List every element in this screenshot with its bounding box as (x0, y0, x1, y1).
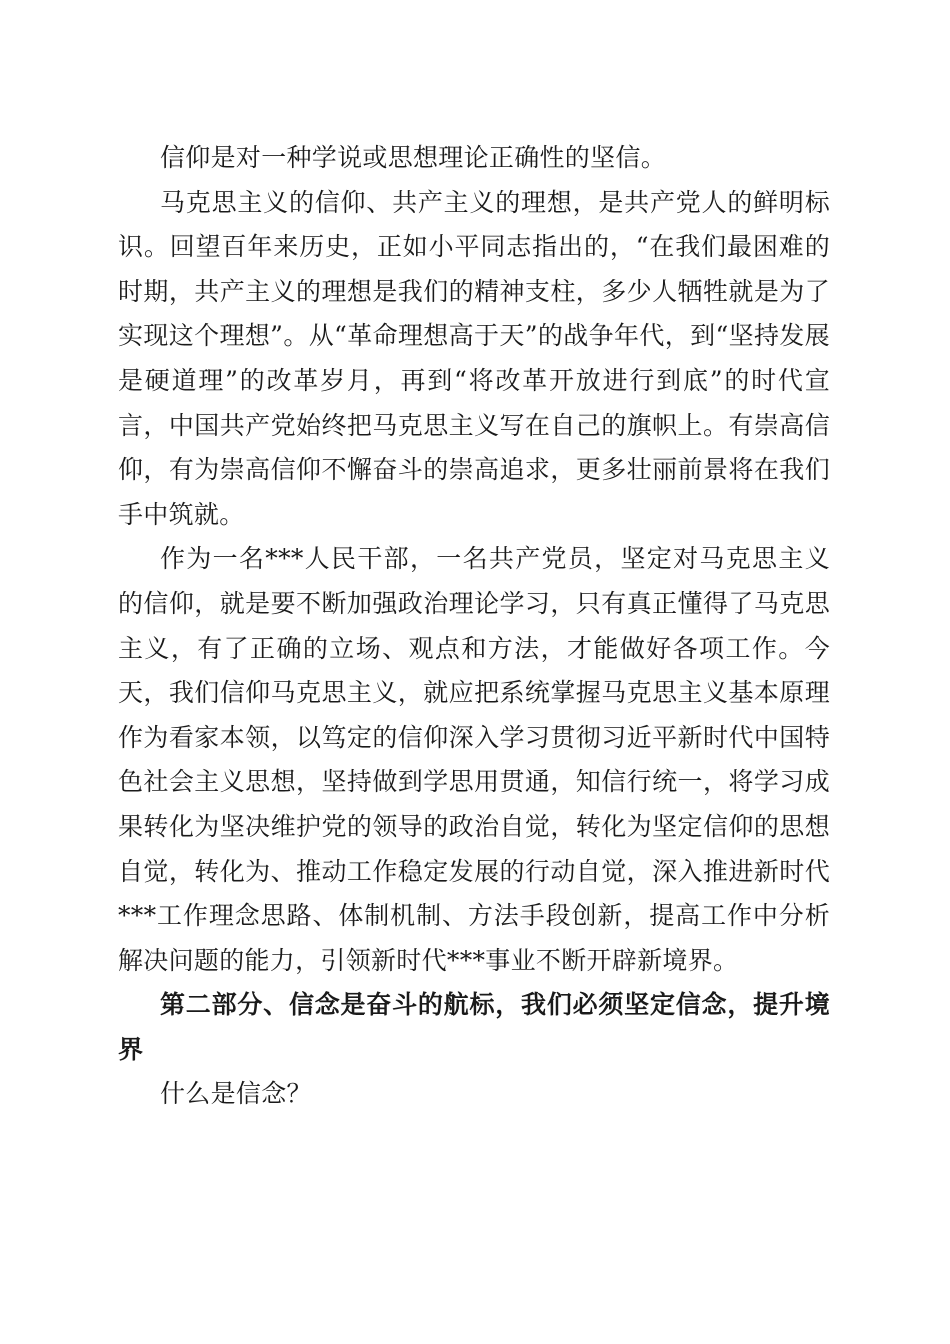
paragraph-belief-definition: 信仰是对一种学说或思想理论正确性的坚信。 (160, 143, 667, 172)
paragraph-party-member-duty: 作为一名***人民干部，一名共产党员，坚定对马克思主义的信仰，就是要不断加强政治理论学习，只有真正懂得了马克思主义，有了正确的立场、观点和方法，才能做好各项工作。今天，我们信仰马克思主义，就应把系统掌握马克思主义基本原理作为看家本领，以笃定的信仰深入学习贯彻习近平新时代中国特色社会主义思想，坚持做到学思用贯通，知信行统一，将学习成果转化为坚决维护党的领导的政治自觉，转化为坚定信仰的思想自觉，转化为、推动工作稳定发展的行动自觉，深入推进新时代***工作理念思路、体制机制、方法手段创新，提高工作中分析解决问题的能力，引领新时代***事业不断开辟新境界。 (118, 544, 830, 975)
document-body (118, 136, 830, 1117)
paragraph-what-is-conviction: 什么是信念？ (160, 1079, 312, 1109)
section-heading-part-two: 第二部分、信念是奋斗的航标，我们必须坚定信念，提升境界 (118, 990, 830, 1064)
paragraph-marxism-faith: 马克思主义的信仰、共产主义的理想，是共产党人的鲜明标识。回望百年来历史，正如小平同志指出的，“在我们最困难的时期，共产主义的理想是我们的精神支柱，多少人牺牲就是为了实现这个理想”。从“革命理想高于天”的战争年代，到“坚持发展是硬道理”的改革岁月，再到“将改革开放进行到底”的时代宣言，中国共产党始终把马克思主义写在自己的旗帜上。有崇高信仰，有为崇高信仰不懈奋斗的崇高追求，更多壮丽前景将在我们手中筑就。 (118, 187, 830, 529)
